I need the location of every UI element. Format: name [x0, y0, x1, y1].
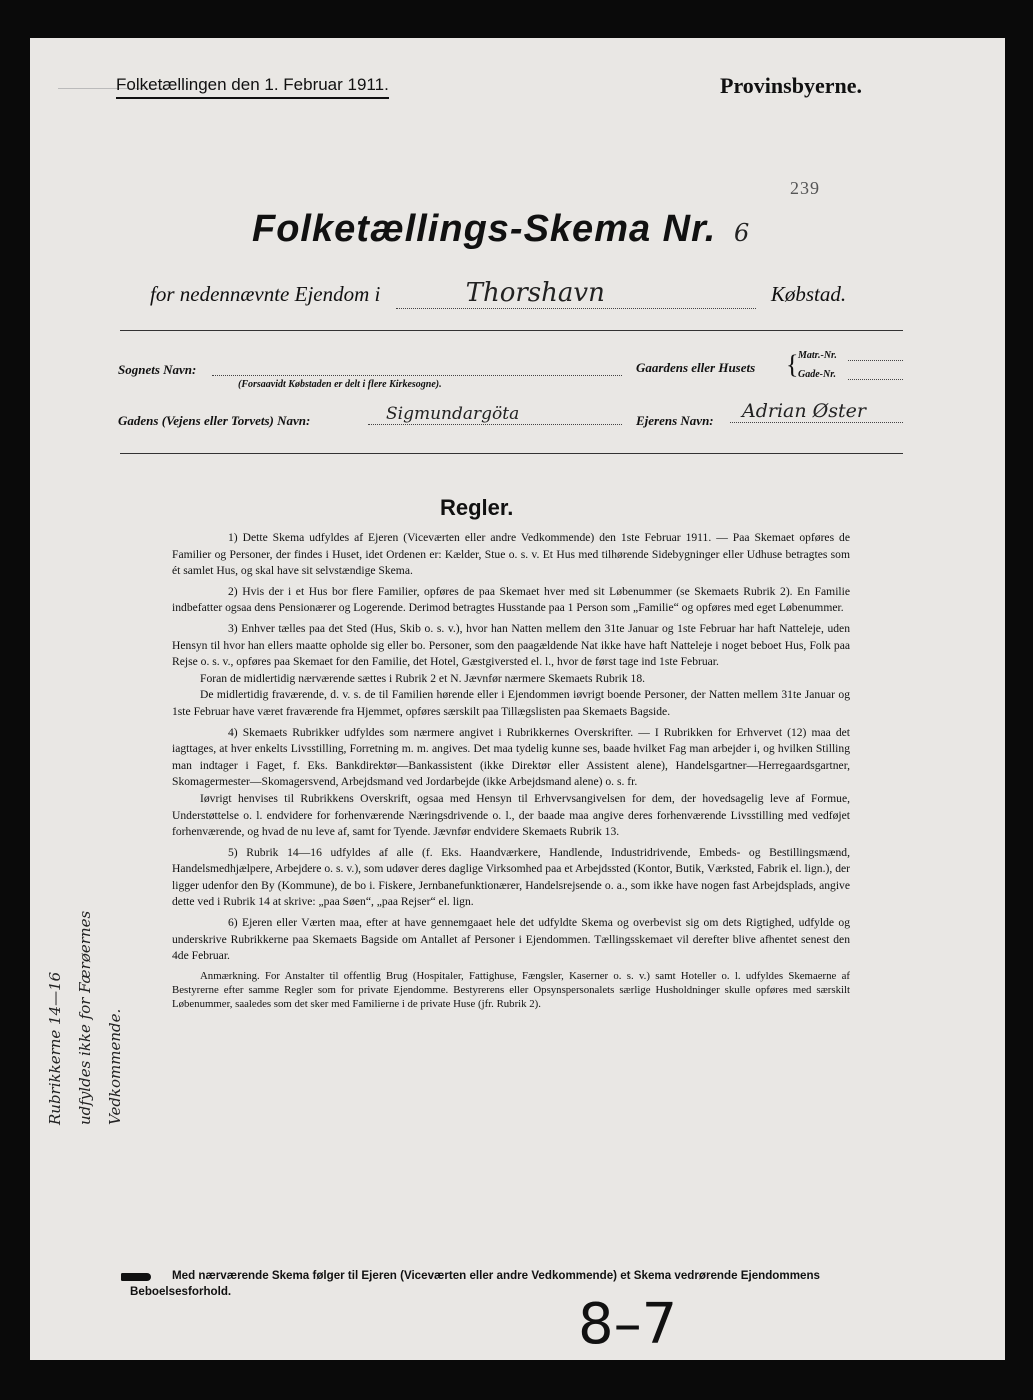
rule-3b: Foran de midlertidig nærværende sættes i Rubrik 2 et N. Jævnfør nærmere Skemaets Rubrik 18.: [200, 671, 646, 685]
region-header: Provinsbyerne.: [720, 73, 862, 98]
house-label: Gaardens eller Husets: [636, 360, 756, 375]
schema-number: 6: [733, 219, 751, 247]
parish-label: Sognets Navn:: [118, 362, 197, 377]
page-number: 239: [790, 178, 820, 198]
rule-5: 5) Rubrik 14—16 udfyldes af alle (f. Eks. Haandværkere, Handlende, Industridrivende, Embeds- og Bestillingsmænd, Handelsmedhjælpere, Arbejdere o. s. v.), som udøver deres daglige Virksomhed paa et Arbejdssted (Kontor, Butik, Værksted, Fabrik el. lign.), der ligger udenfor den By (Kommune), de bo i. Fiskere, Jernbanefunktionærer, Handelsrejsende o. a., som ikke have nogen fast Arbejdsplads, angive dette ved i Rubrik 14 at skrive: „paa Søen“, „paa Rejser“ el. lign.: [172, 845, 850, 909]
census-header: Folketællingen den 1. Februar 1911.: [116, 75, 389, 99]
form-title-text: Folketællings-Skema Nr.: [252, 208, 717, 250]
property-suffix: Købstad.: [770, 282, 847, 306]
property-prefix: for nedennævnte Ejendom i: [150, 282, 381, 306]
rule-6: 6) Ejeren eller Værten maa, efter at have gennemgaaet hele det udfyldte Skema og overbevist sig om dets Rigtighed, udfylde og underskrive Rubrikkerne paa Skemaets Bagside om Antallet af Personer i Ejendommen. Tællingsskemaet vil derefter blive afhentet senest den 4de Februar.: [172, 916, 850, 963]
rule-1: 1) Dette Skema udfyldes af Ejeren (Viceværten eller andre Vedkommende) den 1ste Februar 1911. — Paa Skemaet opføres de Familier og Personer, der findes i Huset, idet Ordenen er: Kælder, Stue o. s. v. Et Hus med tilhørende Sidebygninger eller Udhuse betragtes som ét samlet Hus, og skal have sit selvstændige Skema.: [172, 531, 850, 578]
parish-field: [212, 375, 622, 376]
town-name: Thorshavn: [396, 278, 756, 309]
footer-note: Med nærværende Skema følger til Ejeren (Viceværten eller andre Vedkommende) et Skema vedrørende Ejendommens Beboelsesforhold.: [130, 1269, 820, 1298]
form-title: [252, 208, 750, 251]
matr-field: [848, 360, 903, 361]
street-label: Gadens (Vejens eller Torvets) Navn:: [118, 413, 311, 428]
divider-top: [120, 330, 903, 331]
street-value: Sigmundargöta: [368, 404, 622, 425]
annotation-note: Anmærkning. For Anstalter til offentlig Brug (Hospitaler, Fattighuse, Fængsler, Kaserner o. s. v.) samt Hoteller o. l. udfyldes Skemaerne af Bestyrerne efter samme Regler som for private Ejendomme. Bestyrerens eller Opsynspersonalets særlige Husholdninger skulle opføres med særskilt Løbenummer, saaledes som det sker med Familierne i de private Huse (jfr. Rubrik 2).: [172, 969, 850, 1010]
handwritten-mark: 8–7: [578, 1292, 678, 1357]
rules-heading: Regler.: [440, 495, 514, 520]
rule-3: 3) Enhver tælles paa det Sted (Hus, Skib o. s. v.), hvor han Natten mellem den 31te Januar og 1ste Februar har haft Natteleje, uden Hensyn til hvor han ellers maatte opholde sig eller bo. Personer, som den paagældende Nat ikke have haft Natteleje i noget beboet Hus, Folk paa Rejse o. s. v., opføres paa Skemaet for den Familie, det Hotel, Gæstgiversted el. l., hvor de først tage ind 1ste Februar.: [172, 621, 850, 669]
rule-4b: Iøvrigt henvises til Rubrikkens Overskrift, ogsaa med Hensyn til Erhvervsangivelsen for dem, der hovedsagelig leve af Formue, Understøttelse o. l. endvidere for forhenværende Næringsdrivende o. l., der baade maa angive deres forhenværende Livsstilling med vedføjet forhenværende, og hvad de nu leve af, samt for Tyende. Jævnfør endvidere Skemaets Rubrik 13.: [172, 791, 850, 839]
margin-note: Rubrikkerne 14—16 udfyldes ikke for Færøernes Vedkommende.: [46, 910, 124, 1125]
brace: {: [786, 350, 799, 379]
owner-label: Ejerens Navn:: [636, 413, 714, 428]
rule-2: 2) Hvis der i et Hus bor flere Familier, opføres de paa Skemaet hver med sit Løbenummer (se Skemaets Rubrik 2). En Familie indbefatter ogsaa dens Pensionærer og Logerende. Derimod betragtes Husstande paa 1 Person som „Familie“ og opføres med eget Løbenummer.: [172, 584, 850, 615]
rule-3c: De midlertidig fraværende, d. v. s. de til Familien hørende eller i Ejendommen iøvrigt boende Personer, der Natten mellem 31te Januar og 1ste Februar have været fraværende fra Hjemmet, opføres særskilt paa Tillægslisten paa Skemaets Bagside.: [172, 688, 850, 718]
gade-nr-label: Gade-Nr.: [798, 369, 837, 380]
rules-text: [172, 530, 850, 1015]
divider-bottom: [120, 453, 903, 454]
gade-nr-field: [848, 379, 903, 380]
owner-value: Adrian Øster: [730, 400, 903, 423]
rule-4: 4) Skemaets Rubrikker udfyldes som nærmere angivet i Rubrikkernes Overskrifter. — I Rubrikken for Erhvervet (12) maa det iagttages, at hver enkelts Livsstilling, Forretning m. m. angives. Det maa tydelig kunne ses, baade hvilket Fag man arbejder i, og hvilken Stilling man indtager i Faget, f. Eks. Bankdirektør—Bankassistent (ikke Direktør eller Assistent alene), Handelsgartner—Herregaardsgartner, Skomagermester—Skomagersvend, Arbejdsmand ved Jordarbejde (ikke Arbejdsmand alene) o. s. fr.: [172, 725, 850, 789]
property-line: [150, 278, 846, 309]
matr-label: Matr.-Nr.: [798, 350, 837, 361]
parish-note: (Forsaavidt Købstaden er delt i flere Kirkesogne).: [238, 379, 442, 390]
